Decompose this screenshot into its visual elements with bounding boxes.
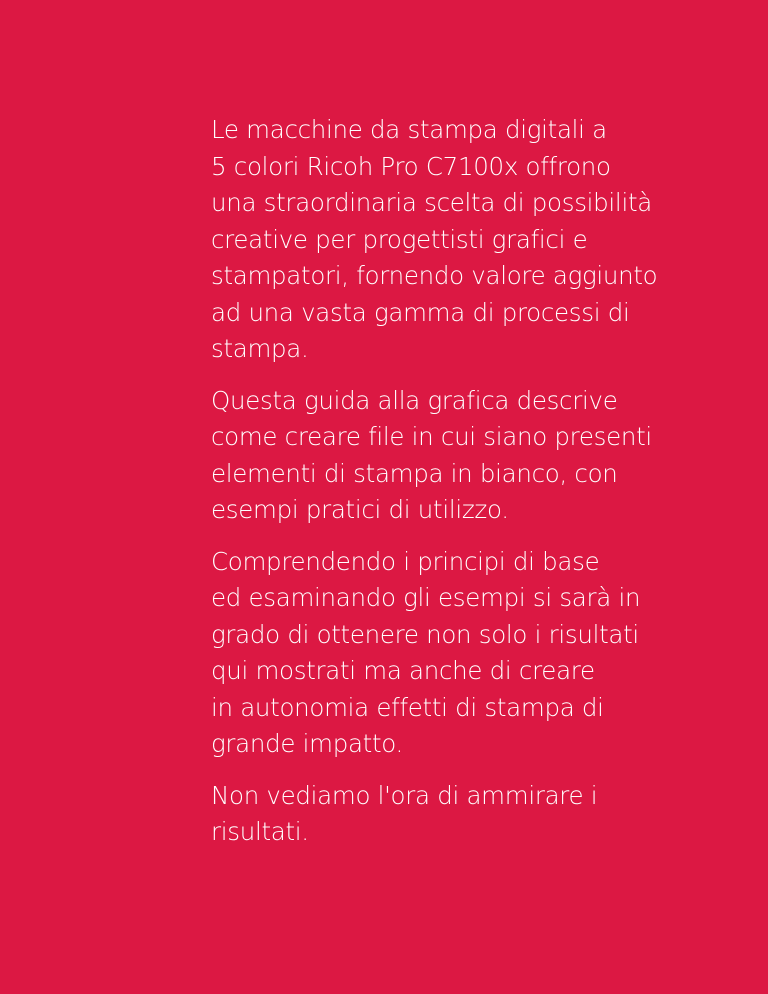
paragraph-line: elementi di stampa in bianco, con [211, 458, 618, 488]
paragraph-line: qui mostrati ma anche di creare [211, 656, 595, 685]
paragraph-line: Le macchine da stampa digitali a [211, 115, 607, 144]
paragraph-line: Comprendendo i principi di base [211, 546, 600, 576]
intro-text-block [211, 112, 681, 866]
paragraph-line: ed esaminando gli esempi si sarà in [211, 583, 641, 612]
paragraph-line: stampa. [211, 334, 309, 363]
paragraph-line: come creare file in cui siano presenti [211, 422, 652, 451]
paragraph-intro [211, 112, 681, 368]
paragraph-line: grado di ottenere non solo i risultati [211, 619, 639, 649]
paragraph-closing [211, 778, 681, 851]
paragraph-line: creative per progettisti grafici e [211, 224, 588, 254]
paragraph-line: risultati. [211, 817, 309, 846]
paragraph-line: una straordinaria scelta di possibilità [211, 188, 652, 217]
paragraph-line: Non vediamo l'ora di ammirare i [211, 780, 598, 810]
paragraph-line: in autonomia effetti di stampa di [211, 692, 604, 722]
paragraph-line: ad una vasta gamma di processi di [211, 297, 630, 327]
paragraph-line: esempi pratici di utilizzo. [211, 495, 509, 524]
paragraph-line: grande impatto. [211, 729, 404, 758]
paragraph-line: 5 colori Ricoh Pro C7100x offrono [211, 151, 611, 181]
paragraph-principles [211, 544, 681, 763]
paragraph-line: Questa guida alla grafica descrive [211, 385, 618, 415]
paragraph-line: stampatori, fornendo valore aggiunto [211, 261, 658, 290]
paragraph-guide [211, 383, 681, 529]
